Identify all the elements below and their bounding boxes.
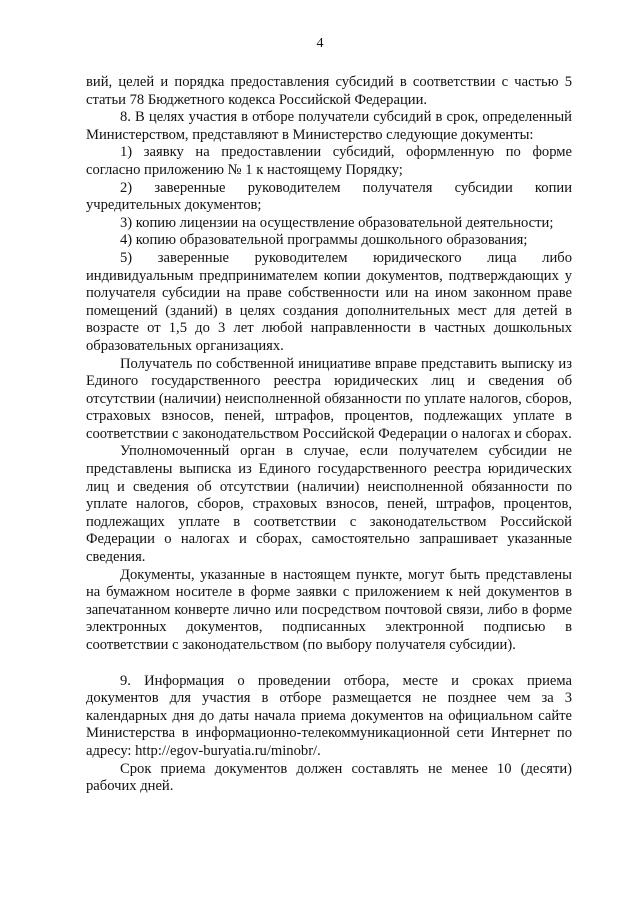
- paragraph-clause-8: 8. В целях участия в отборе получатели субсидий в срок, определенный Министерством, представляют в Министерство следующие документы:: [86, 109, 572, 143]
- list-item-5: 5) заверенные руководителем юридического лица либо индивидуальным предпринимателем копии документов, подтверждающих у получателя субсидии на праве собственности или на ином законном праве помещений (зданий) в целях создания дополнительных мест для детей в возрасте от 1,5 до 3 лет любой направленности в частных дошкольных образовательных организациях.: [86, 249, 572, 354]
- list-item-1: 1) заявку на предоставлении субсидий, оформленную по форме согласно приложению № 1 к настоящему Порядку;: [86, 144, 572, 178]
- section-gap: [86, 655, 572, 673]
- paragraph-intro-continuation: вий, целей и порядка предоставления субсидий в соответствии с частью 5 статьи 78 Бюджетного кодекса Российской Федерации.: [86, 74, 572, 108]
- paragraph-deadline: Срок приема документов должен составлять не менее 10 (десяти) рабочих дней.: [86, 760, 572, 795]
- list-item-3: 3) копию лицензии на осуществление образовательной деятельности;: [120, 214, 554, 231]
- list-item-4: 4) копию образовательной программы дошкольного образования;: [120, 232, 528, 249]
- list-item-2: 2) заверенные руководителем получателя субсидии копии учредительных документов;: [86, 179, 572, 214]
- page-number: 4: [316, 36, 324, 51]
- paragraph-authorized-body: Уполномоченный орган в случае, если получателем субсидии не представлены выписка из Единого государственного реестра юридических лиц и сведения об отсутствии (наличии) неисполненной обязанности по уплате налогов, сборов, страховых взносов, пеней, штрафов, процентов, подлежащих уплате в соответствии с законодательством Российской Федерации о налогах и сборах, самостоятельно запрашивает указанные сведения.: [86, 443, 572, 566]
- paragraph-clause-9: 9. Информация о проведении отбора, месте и сроках приема документов для участия в отборе размещается не позднее чем за 3 календарных дня до даты начала приема документов на официальном сайте Министерства в информационно-телекоммуникационной сети Интернет по адресу: http://egov-buryatia.ru/minobr/.: [86, 672, 572, 759]
- paragraph-submission-forms: Документы, указанные в настоящем пункте, могут быть представлены на бумажном носителе в форме заявки с приложением к ней документов в запечатанном конверте лично или посредством почтовой связи, либо в форме электронных документов, подписанных электронной подписью в соответствии с законодательством (по выбору получателя субсидии).: [86, 566, 572, 653]
- paragraph-extract-initiative: Получатель по собственной инициативе вправе представить выписку из Единого государственного реестра юридических лиц и сведения об отсутствии (наличии) неисполненной обязанности по уплате налогов, сборов, страховых взносов, пеней, штрафов, процентов, подлежащих уплате в соответствии с законодательством Российской Федерации о налогах и сборах.: [86, 355, 572, 442]
- document-body: [86, 74, 572, 796]
